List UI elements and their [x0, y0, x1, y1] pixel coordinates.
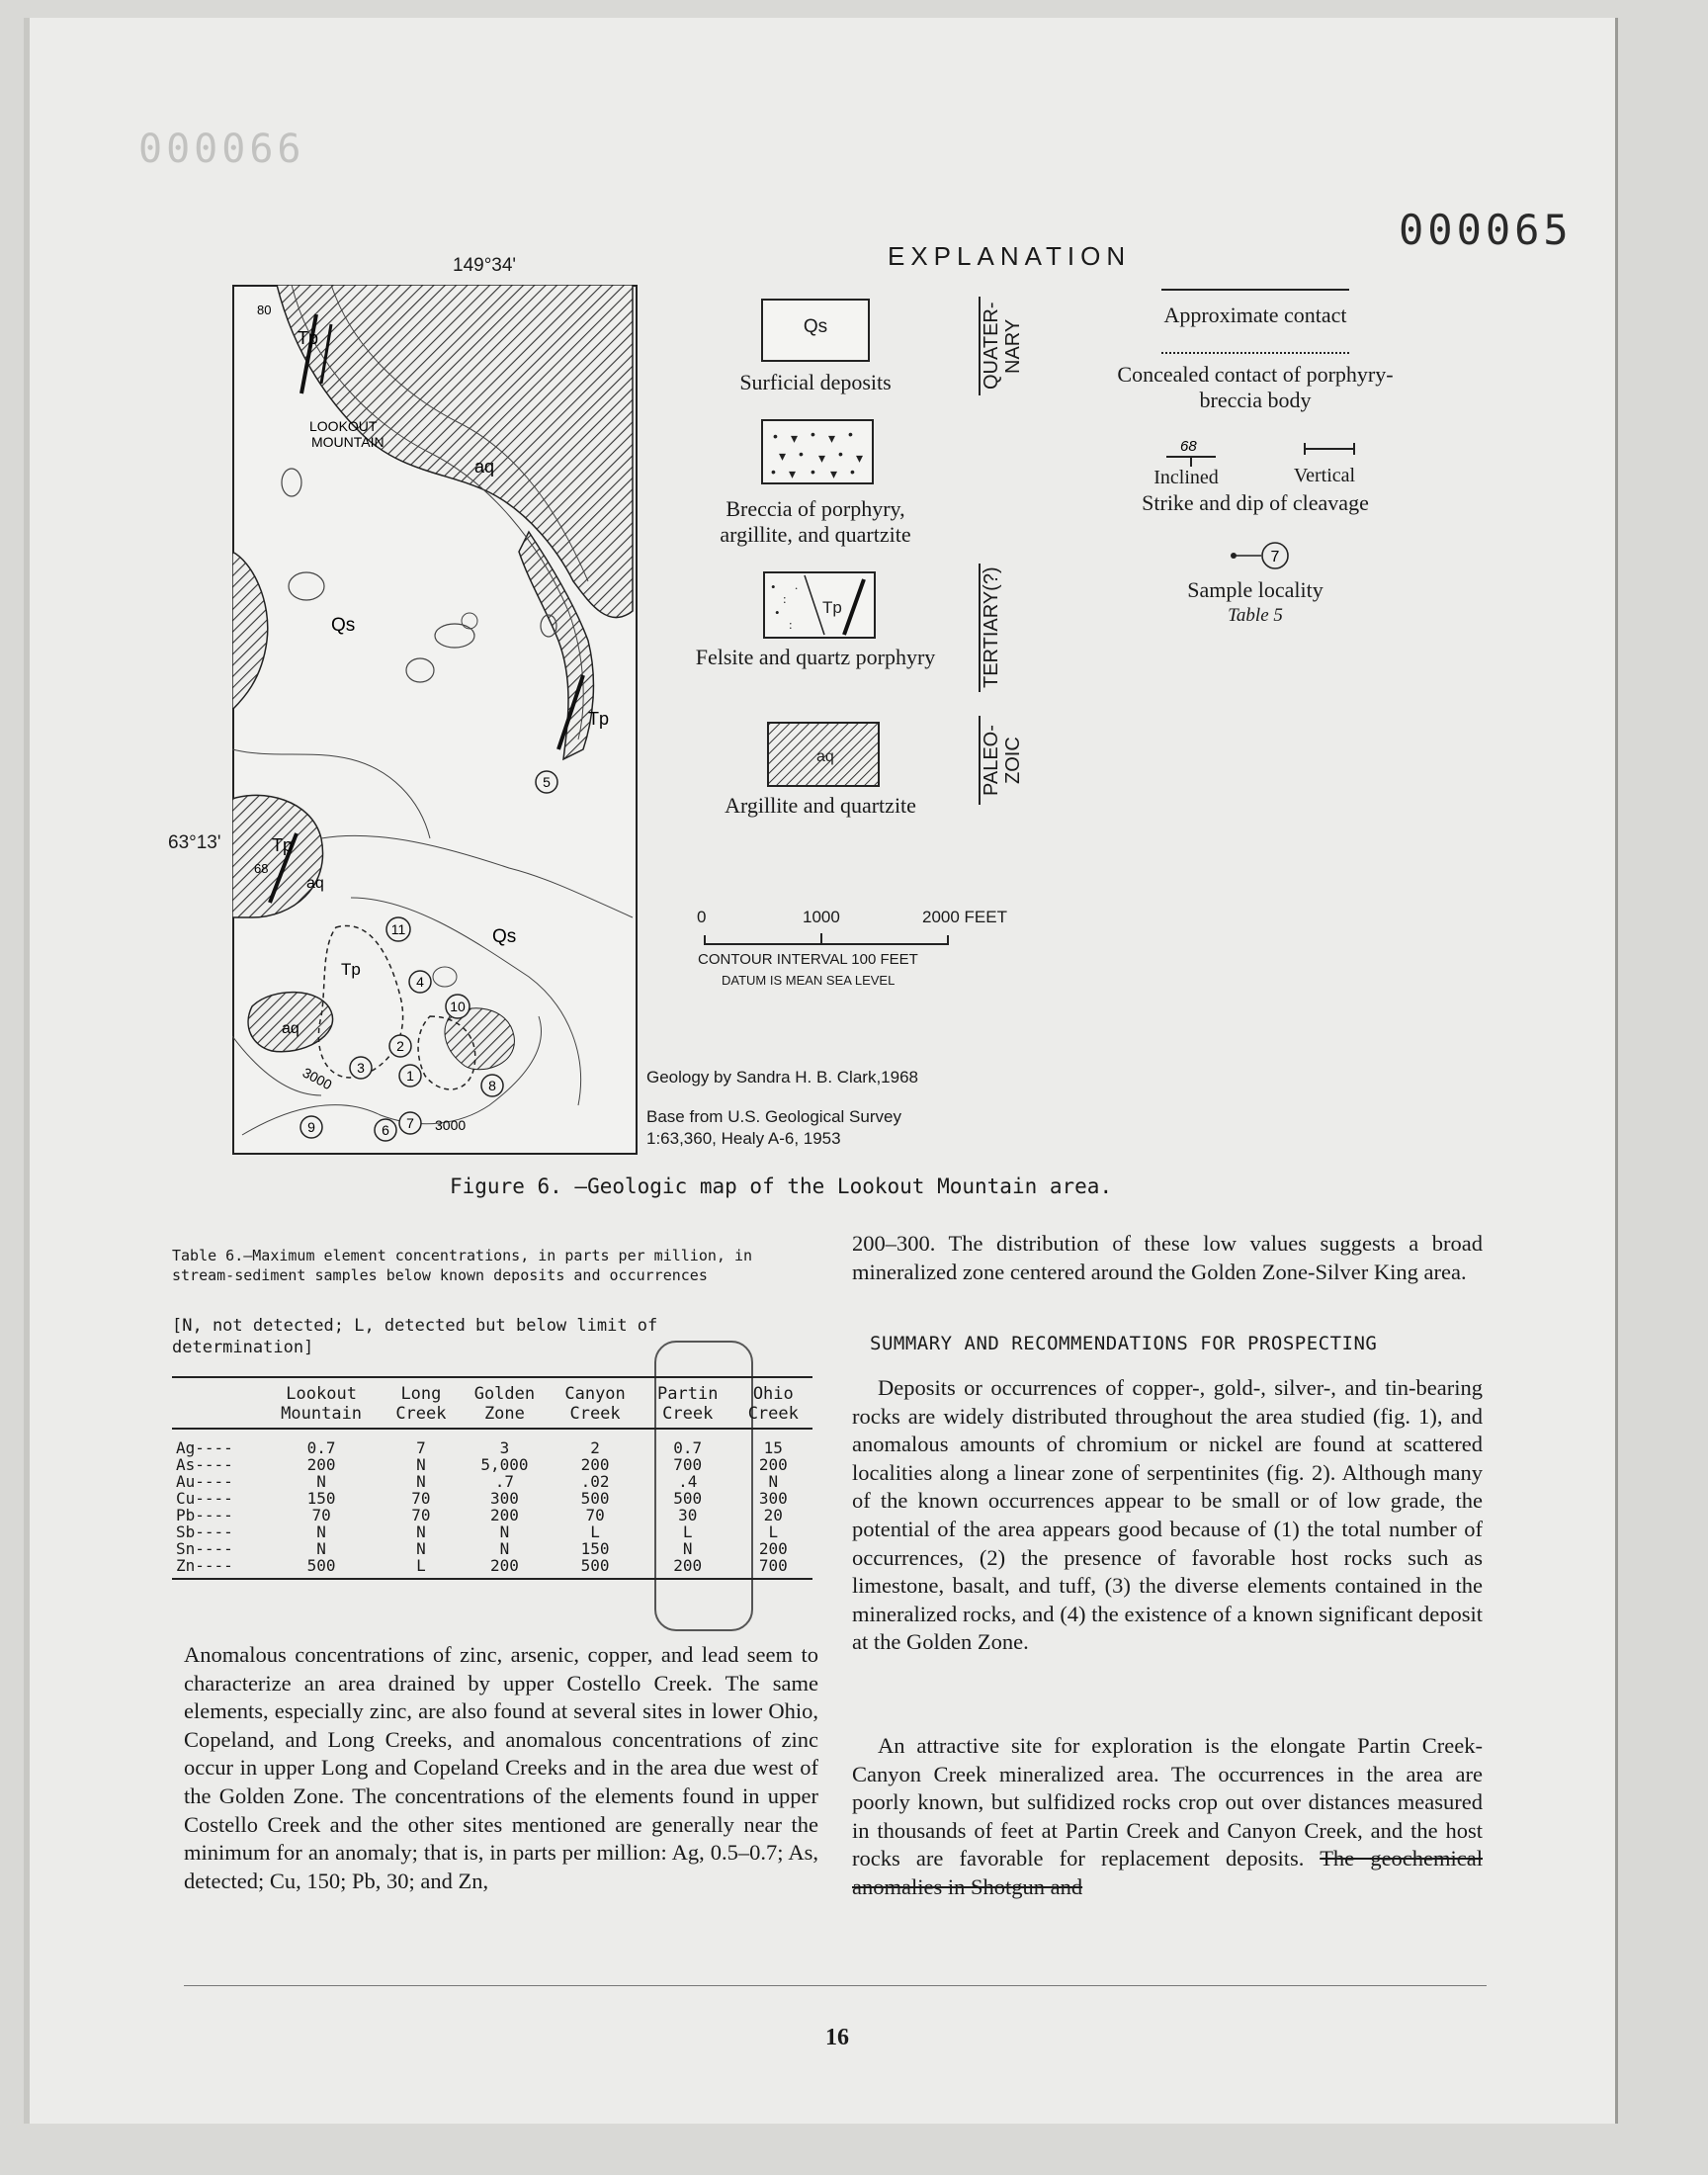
svg-text:8: 8	[488, 1078, 496, 1093]
table-cell: 150	[580, 1539, 610, 1558]
table-row	[172, 1429, 812, 1456]
scale-0: 0	[697, 908, 707, 926]
table-cell: As----	[176, 1455, 233, 1474]
svg-text:2: 2	[396, 1038, 404, 1054]
svg-text:▾: ▾	[818, 450, 826, 466]
svg-text:6: 6	[382, 1122, 389, 1138]
table-cell: L	[590, 1522, 600, 1541]
svg-text:11: 11	[390, 921, 406, 937]
table-cell: N	[499, 1522, 510, 1541]
legend-label-inclined: Inclined	[1153, 467, 1219, 488]
page-number: 16	[825, 2025, 849, 2050]
svg-text:aq: aq	[474, 457, 495, 477]
table-cell: 700	[673, 1455, 703, 1474]
svg-text:Tp: Tp	[272, 835, 294, 855]
base-credit: Base from U.S. Geological Survey	[646, 1107, 901, 1126]
legend-sample-symbol	[1226, 538, 1295, 573]
body-paragraph-right-top: 200–300. The distribution of these low values suggests a broad mineralized zone centered around the Golden Zone-Silver King area.	[852, 1231, 1483, 1284]
table-cell: Ag----	[176, 1438, 233, 1457]
table-cell: 200	[673, 1556, 703, 1575]
table-cell: 200	[758, 1539, 788, 1558]
svg-text:•: •	[811, 464, 815, 479]
table-row	[172, 1490, 812, 1507]
legend-label-surficial: Surficial deposits	[739, 370, 892, 394]
table-cell: 20	[763, 1506, 783, 1524]
table-cell: N	[316, 1539, 326, 1558]
svg-text:▾: ▾	[828, 430, 836, 446]
base-detail: 1:63,360, Healy A-6, 1953	[646, 1129, 841, 1148]
table-cell: 300	[758, 1489, 788, 1508]
map-longitude: 149°34'	[453, 255, 517, 276]
table-cell: N	[316, 1522, 326, 1541]
table-cell: 5,000	[480, 1455, 529, 1474]
legend-symbol-tp: Tp	[822, 598, 842, 617]
period-paleozoic: PALEO-ZOIC	[979, 716, 1028, 805]
table-note: [N, not detected; L, detected but below limit of determination]	[172, 1316, 658, 1357]
svg-text:•: •	[848, 426, 853, 442]
table-cell: 3	[499, 1438, 510, 1457]
table-row	[172, 1540, 812, 1557]
svg-text:Tp: Tp	[341, 960, 361, 979]
contour-interval: CONTOUR INTERVAL 100 FEET	[698, 951, 918, 968]
table-cell: 70	[311, 1506, 331, 1524]
svg-text:.: .	[795, 577, 799, 592]
period-quaternary: QUATER-NARY	[979, 297, 1030, 395]
table-cell: Au----	[176, 1472, 233, 1491]
legend-label-sample: Sample locality	[1187, 577, 1324, 602]
table-cell: Sb----	[176, 1522, 233, 1541]
table-cell: 500	[580, 1556, 610, 1575]
svg-text:MOUNTAIN: MOUNTAIN	[311, 434, 384, 450]
table-cell: N	[499, 1539, 510, 1558]
svg-text:•: •	[771, 464, 776, 479]
map-label-lookout: LOOKOUT	[309, 418, 378, 434]
svg-text:▾: ▾	[789, 466, 797, 481]
legend-label-strike-dip: Strike and dip of cleavage	[1142, 490, 1369, 515]
table-cell: .4	[678, 1472, 698, 1491]
table-header: Golden Zone	[461, 1378, 550, 1429]
geology-credit: Geology by Sandra H. B. Clark,1968	[646, 1068, 918, 1087]
figure-caption: Figure 6. —Geologic map of the Lookout Mountain area.	[450, 1174, 1113, 1198]
table-cell: 200	[758, 1455, 788, 1474]
table-cell: N	[682, 1539, 693, 1558]
table-header: Canyon Creek	[549, 1378, 641, 1429]
table-cell: L	[682, 1522, 693, 1541]
table-header: Partin Creek	[641, 1378, 734, 1429]
svg-text:Qs: Qs	[492, 926, 517, 947]
svg-text:▾: ▾	[830, 466, 838, 481]
legend-line-approx	[1161, 289, 1349, 291]
table-cell: 15	[763, 1438, 783, 1457]
table-cell: N	[416, 1472, 426, 1491]
svg-text::: :	[783, 591, 787, 606]
svg-text:80: 80	[257, 303, 272, 317]
concentration-table	[172, 1376, 812, 1580]
svg-text:•: •	[850, 464, 855, 479]
table-cell: 0.7	[306, 1438, 336, 1457]
legend-label-breccia: Breccia of porphyry, argillite, and quartzite	[720, 496, 911, 547]
legend-symbol-qs: Qs	[803, 316, 828, 337]
svg-text:3: 3	[357, 1060, 365, 1076]
table-cell: Zn----	[176, 1556, 233, 1575]
table-cell: 500	[580, 1489, 610, 1508]
table-row	[172, 1523, 812, 1540]
table-cell: 70	[411, 1506, 431, 1524]
body-paragraph-left: Anomalous concentrations of zinc, arsenic, copper, and lead seem to characterize an area drained by upper Costello Creek. The same elements, especially zinc, are also found at several sites in lower Ohio, Copeland, and Long Creeks, and anomalous concentrations of zinc occur in upper Long and Copeland Creeks and in the area due west of the Golden Zone. The concentrations of the elements found in upper Costello Creek and the other sites mentioned are generally near the minimum for an anomaly; that is, in parts per million: Ag, 0.5–0.7; As, detected; Cu, 150; Pb, 30; and Zn,	[184, 1642, 818, 1893]
svg-text:7: 7	[406, 1115, 414, 1131]
table-cell: 2	[590, 1438, 600, 1457]
legend-swatch-breccia	[761, 419, 874, 484]
table-cell: 200	[489, 1556, 519, 1575]
table-cell: 70	[411, 1489, 431, 1508]
table-cell: 70	[585, 1506, 605, 1524]
legend-label-concealed: Concealed contact of porphyry-breccia body	[1117, 362, 1394, 412]
table-cell: 200	[580, 1455, 610, 1474]
table-cell: 500	[673, 1489, 703, 1508]
svg-text:Qs: Qs	[331, 615, 356, 636]
legend-label-felsite: Felsite and quartz porphyry	[695, 645, 936, 669]
table-cell: N	[768, 1472, 779, 1491]
legend-line-concealed	[1161, 352, 1349, 354]
ghost-stamp: 000066	[138, 127, 305, 172]
table-cell: 200	[306, 1455, 336, 1474]
table-row	[172, 1557, 812, 1578]
bottom-rule	[184, 1985, 1487, 1986]
scale-bar	[704, 935, 949, 945]
table-cell: Cu----	[176, 1489, 233, 1508]
svg-text:5: 5	[543, 774, 551, 790]
svg-text:1: 1	[406, 1068, 414, 1084]
scale-1000: 1000	[803, 908, 840, 926]
table-cell: N	[416, 1539, 426, 1558]
table-header: Ohio Creek	[734, 1378, 812, 1429]
table-cell: 700	[758, 1556, 788, 1575]
table-cell: .02	[580, 1472, 610, 1491]
svg-text:Tp: Tp	[298, 328, 319, 348]
map-latitude: 63°13'	[168, 832, 221, 853]
svg-text:•: •	[775, 605, 780, 620]
legend-sample-num: 7	[1270, 549, 1280, 566]
legend-label-table-ref: Table 5	[1228, 605, 1283, 626]
table-cell: N	[316, 1472, 326, 1491]
svg-text:•: •	[838, 446, 843, 462]
legend-symbol-aq: aq	[816, 748, 834, 765]
table-header-row	[172, 1378, 812, 1429]
svg-text:10: 10	[450, 999, 466, 1014]
table-cell: 7	[416, 1438, 426, 1457]
table-cell: L	[768, 1522, 779, 1541]
table-header: Lookout Mountain	[261, 1378, 382, 1429]
svg-text:3000: 3000	[435, 1117, 467, 1133]
period-tertiary: TERTIARY(?)	[979, 564, 1006, 692]
legend-dip-value: 68	[1180, 438, 1197, 455]
table-cell: .7	[494, 1472, 515, 1491]
table-cell: 300	[489, 1489, 519, 1508]
section-heading: SUMMARY AND RECOMMENDATIONS FOR PROSPECTING	[870, 1333, 1378, 1354]
svg-text:68: 68	[254, 861, 269, 876]
datum: DATUM IS MEAN SEA LEVEL	[722, 973, 896, 988]
svg-text:▾: ▾	[856, 450, 864, 466]
legend-swatch-argillite	[767, 722, 880, 787]
struck-text: The geochemical anomalies in Shotgun and	[852, 1846, 1484, 1899]
legend-label-vertical: Vertical	[1293, 465, 1356, 486]
legend-swatch-felsite	[763, 571, 876, 639]
table-cell: N	[416, 1455, 426, 1474]
table-cell: 500	[306, 1556, 336, 1575]
body-paragraph-summary: Deposits or occurrences of copper-, gold-, silver-, and tin-bearing rocks are widely distributed throughout the area studied (fig. 1), and anomalous amounts of chromium or nickel are found at scattered localities along a linear zone of serpentinites (fig. 2). Although many of the known occurrences appear to be small or of low grade, the potential of the area appears good because of (1) the total number of occurrences, (2) the presence of favorable host rocks such as limestone, basalt, and tuff, (3) the diverse elements contained in the mineralized rocks, and (4) the existence of a known significant deposit at the Golden Zone.	[852, 1375, 1483, 1655]
svg-text:Tp: Tp	[588, 709, 610, 729]
table-cell: Pb----	[176, 1506, 233, 1524]
table-row	[172, 1456, 812, 1473]
legend-label-approx-contact: Approximate contact	[1163, 303, 1347, 327]
svg-text:4: 4	[416, 974, 424, 990]
table-cell: N	[416, 1522, 426, 1541]
explanation-title: EXPLANATION	[888, 241, 1132, 271]
page-stamp-number: 000065	[1399, 206, 1573, 254]
geologic-map	[232, 285, 638, 1155]
body-paragraph-exploration	[852, 1732, 1483, 1902]
svg-text:•: •	[771, 579, 776, 594]
table-row	[172, 1507, 812, 1523]
svg-text:▾: ▾	[791, 430, 799, 446]
table-cell: 150	[306, 1489, 336, 1508]
svg-text:3000: 3000	[299, 1064, 335, 1093]
table-row	[172, 1473, 812, 1490]
svg-text:▾: ▾	[779, 448, 787, 464]
svg-text:aq: aq	[282, 1020, 299, 1037]
svg-text:•: •	[811, 426, 815, 442]
table-header	[172, 1378, 261, 1429]
table-cell: Sn----	[176, 1539, 233, 1558]
svg-text:•: •	[773, 428, 778, 444]
exploration-text: An attractive site for exploration is the elongate Partin Creek-Canyon Creek mineralized area. The occurrences in the area are poorly known, but sulfidized rocks crop out over distances measured in thousands of feet at Partin Creek and Canyon Creek, and the host rocks are favorable for replacement deposits.	[852, 1733, 1483, 1871]
table-cell: L	[416, 1556, 426, 1575]
table-header: Long Creek	[382, 1378, 460, 1429]
svg-text:aq: aq	[306, 875, 324, 892]
table-cell: 200	[489, 1506, 519, 1524]
scale-2000: 2000 FEET	[922, 908, 1007, 926]
table-cell: 30	[678, 1506, 698, 1524]
table-title: Table 6.—Maximum element concentrations, in parts per million, in stream-sediment samples below known deposits and occurrences	[172, 1247, 752, 1284]
legend-label-argillite: Argillite and quartzite	[725, 793, 916, 818]
svg-text:•: •	[799, 446, 804, 462]
svg-text:9: 9	[307, 1119, 315, 1135]
table-cell: 0.7	[673, 1438, 703, 1457]
svg-text::: :	[789, 617, 793, 632]
